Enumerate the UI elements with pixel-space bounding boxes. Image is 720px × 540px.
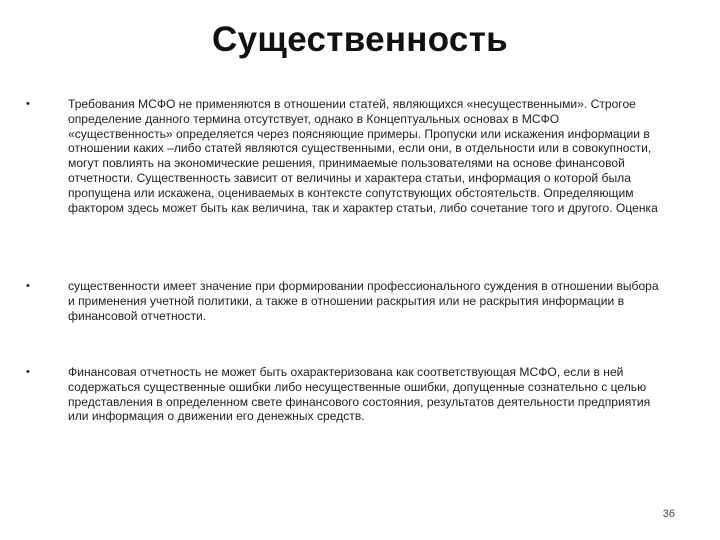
bullet-marker: • xyxy=(26,98,30,110)
page-number: 36 xyxy=(662,508,675,520)
slide-title: Существенность xyxy=(212,20,508,59)
bullet-text: существенности имеет значение при формировании профессионального суждения в отношении выбора и применения учетной политики, а также в отношении раскрытия или не раскрытия информации в финансовой отчетности. xyxy=(68,279,659,323)
bullet-text: Требования МСФО не применяются в отношении статей, являющихся «несущественными». Строгое определение данного термина отсутствует, однако в Концептуальных основах в МСФО «существенность» определяется через поясняющие примеры. Пропуски или искажения информации в отношении каких –либо статей являются существенными, если они, в отдельности или в совокупности, могут повлиять на экономические решения, принимаемые пользователями на основе финансовой отчетности. Существенность зависит от величины и характера статьи, информация о которой была пропущена или искажена, оцениваемых в контексте сопутствующих обстоятельств. Определяющим фактором здесь может быть как величина, так и характер статьи, либо сочетание того и другого. Оценка xyxy=(68,97,658,215)
bullet-marker: • xyxy=(26,280,30,292)
bullet-text: Финансовая отчетность не может быть охарактеризована как соответствующая МСФО, если в ней содержаться существенные ошибки либо несущественные ошибки, допущенные сознательно с целью представления в определенном свете финансового состояния, результатов деятельности предприятия или информация о движении его денежных средств. xyxy=(68,365,651,424)
bullet-marker: • xyxy=(26,366,30,378)
